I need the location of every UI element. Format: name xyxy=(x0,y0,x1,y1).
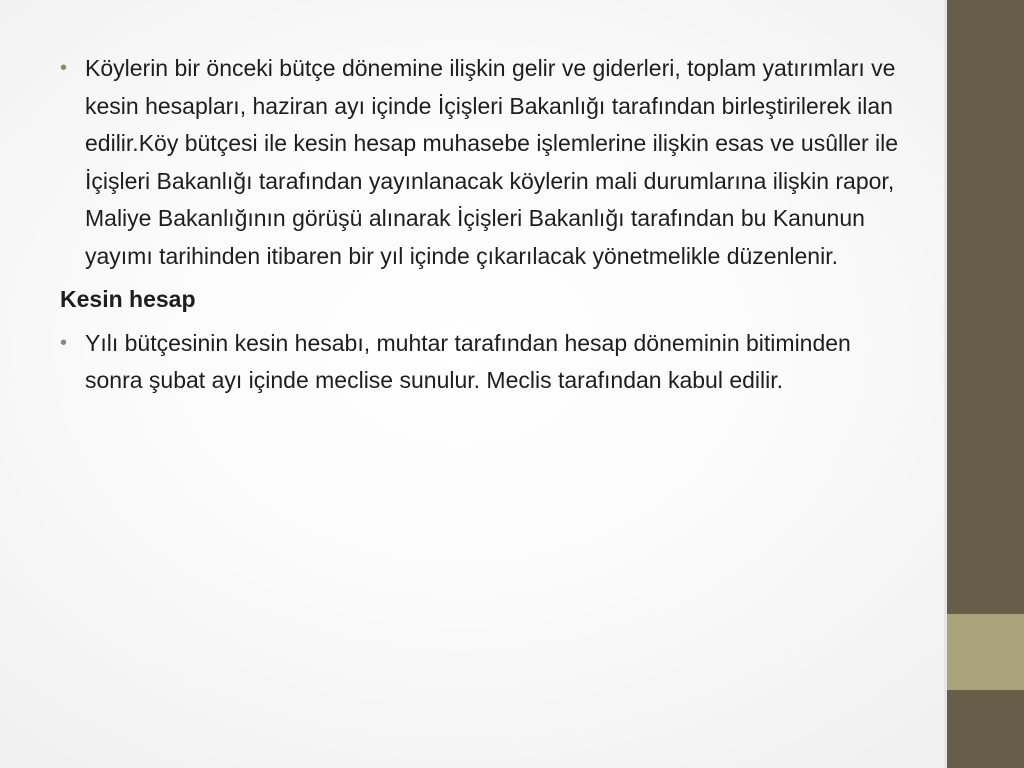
bullet-paragraph-1 xyxy=(60,50,910,275)
bullet-text-2: Yılı bütçesinin kesin hesabı, muhtar tarafından hesap döneminin bitiminden sonra şubat ayı içinde meclise sunulur. Meclis tarafından kabul edilir. xyxy=(85,329,851,393)
slide-content xyxy=(60,50,910,400)
bullet-paragraph-2 xyxy=(60,325,910,400)
section-heading: Kesin hesap xyxy=(60,286,196,312)
sidebar-accent-block xyxy=(947,614,1024,690)
bullet-icon: • xyxy=(60,331,68,354)
bullet-text-1: Köylerin bir önceki bütçe dönemine ilişkin gelir ve giderleri, toplam yatırımları ve kesin hesapları, haziran ayı içinde İçişleri Bakanlığı tarafından birleştirilerek ilan edilir.Köy bütçesi ile kesin hesap muhasebe işlemlerine ilişkin esas ve usûller ile İçişleri Bakanlığı tarafından yayınlanacak köylerin mali durumlarına ilişkin rapor, Maliye Bakanlığının görüşü alınarak İçişleri Bakanlığı tarafından bu Kanunun yayımı tarihinden itibaren bir yıl içinde çıkarılacak yönetmelikle düzenlenir. xyxy=(85,55,899,269)
bullet-icon: • xyxy=(60,57,68,79)
